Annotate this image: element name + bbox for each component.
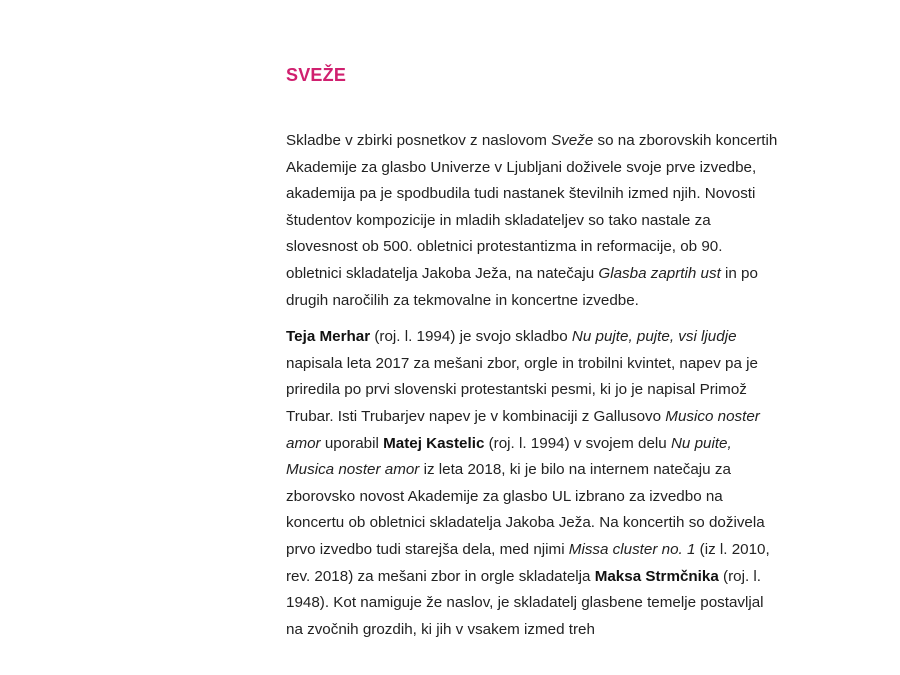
text-span: Skladbe v zbirki posnetkov z naslovom	[286, 132, 552, 149]
intro-paragraph	[286, 128, 780, 314]
text-span: in po drugih naročilih za tekmovalne in koncertne izvedbe.	[286, 264, 758, 309]
work-title: Missa cluster no. 1	[568, 540, 696, 558]
composer-name: Teja Merhar	[286, 328, 371, 346]
work-title: Nu puite, Musica noster amor	[286, 434, 732, 479]
composer-name: Maksa Strmčnika	[594, 567, 719, 585]
text-span: (roj. l. 1948). Kot namiguje že naslov, je skladatelj glasbene temelje postavljal na zvočnih grozdih, ki jih v vsakem izmed treh	[286, 567, 764, 638]
text-span: (iz l. 2010, rev. 2018) za mešani zbor in orgle skladatelja	[286, 540, 770, 585]
page-title: SVEŽE	[286, 65, 347, 85]
text-span: so na zborovskih koncertih Akademije za glasbo Univerze v Ljubljani doživele svoje prve izvedbe, akademija pa je spodbudila tudi nastanek številnih izmed njih. Novosti študentov kompozicije in mladih skladateljev so tako nastale za slovesnost ob 500. obletnici protestantizma in reformacije, ob 90. obletnici skladatelja Jakoba Ježa, na natečaju	[286, 132, 778, 282]
composers-paragraph	[286, 324, 780, 643]
text-span: (roj. l. 1994) je svojo skladbo	[370, 328, 572, 346]
composer-name: Matej Kastelic	[383, 434, 485, 452]
text-span: (roj. l. 1994) v svojem delu	[484, 434, 671, 452]
competition-title: Glasba zaprtih ust	[598, 264, 721, 282]
text-span: napisala leta 2017 za mešani zbor, orgle in trobilni kvintet, napev pa je priredila po prvi slovenski protestantski pesmi, ki jo je napisal Primož Trubar. Isti Trubarjev napev je v kombinaciji z Gallusovo	[286, 354, 758, 425]
album-title: Sveže	[551, 132, 594, 149]
work-title: Nu pujte, pujte, vsi ljudje	[571, 328, 737, 346]
article	[286, 62, 780, 643]
text-span: uporabil	[320, 434, 384, 452]
work-title: Musico noster amor	[286, 407, 760, 452]
text-span: iz leta 2018, ki je bilo na internem natečaju za zborovsko novost Akademije za glasbo UL izbrano za izvedbo na koncertu ob obletnici skladatelja Jakoba Ježa. Na koncertih so doživela prvo izvedbo tudi starejša dela, med njimi	[286, 461, 765, 558]
